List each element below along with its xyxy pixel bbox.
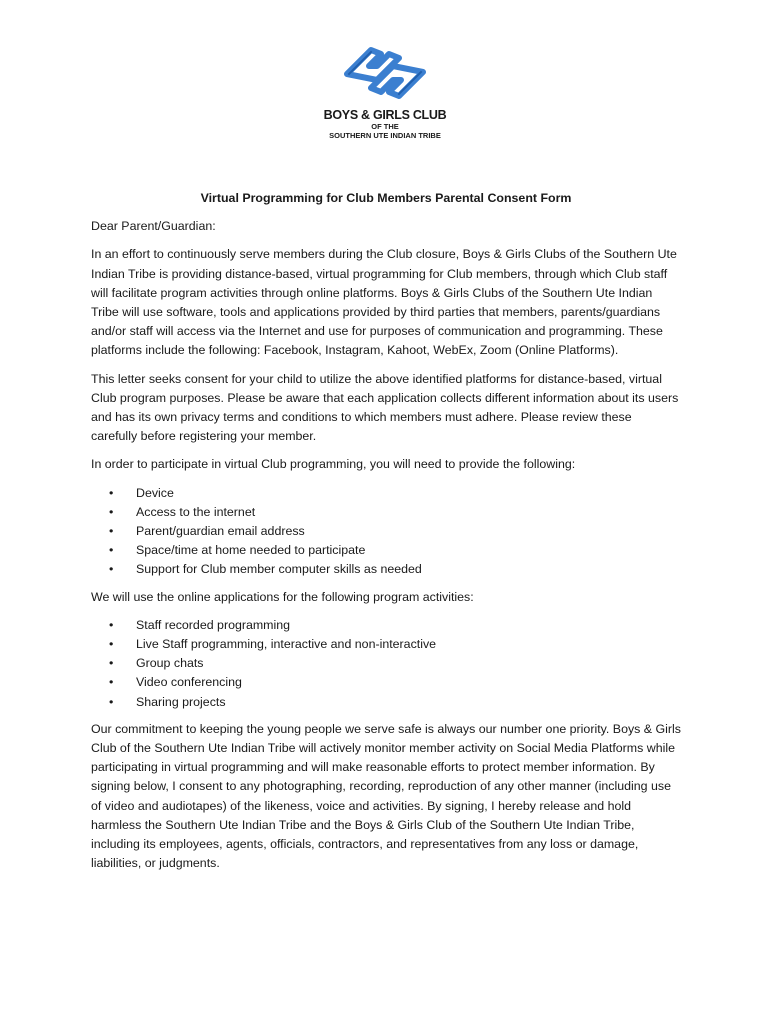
list-item: • Live Staff programming, interactive and non-interactive [136, 635, 681, 654]
list-item: • Group chats [136, 654, 681, 673]
paragraph-activities: We will use the online applications for the following program activities: [91, 589, 474, 604]
bullet-icon: • [109, 675, 114, 690]
list-item: • Device [136, 484, 681, 503]
bullet-icon: • [109, 504, 114, 519]
bullet-icon: • [109, 617, 114, 632]
requirements-list [91, 484, 681, 580]
bullet-icon: • [109, 524, 114, 539]
bullet-icon: • [109, 637, 114, 652]
bullet-icon: • [109, 694, 114, 709]
paragraph-consent: This letter seeks consent for your child to utilize the above identified platforms for distance-based, virtual Club program purposes. Please be aware that each application collects different information about its users and has its own privacy terms and conditions to which members must adhere. Please review these carefully before registering your member. [91, 371, 679, 444]
paragraph-commitment: Our commitment to keeping the young people we serve safe is always our number one priority. Boys & Girls Club of the Southern Ute Indian Tribe will actively monitor member activity on Social Media Platforms while participating in virtual programming and will make reasonable efforts to protect member information. By signing below, I consent to any photographing, recording, reproduction of any other manner (including use of video and audiotapes) of the likeness, voice and activities. By signing, I hereby release and hold harmless the Southern Ute Indian Tribe and the Boys & Girls Club of the Southern Ute Indian Tribe, including its employees, agents, officials, contractors, and representatives from any loss or damage, liabilities, or judgments. [91, 721, 681, 871]
bullet-icon: • [109, 562, 114, 577]
list-item: • Staff recorded programming [136, 616, 681, 635]
activities-list [91, 616, 681, 712]
club-logo [0, 40, 770, 140]
logo-title: BOYS & GIRLS CLUB [323, 108, 447, 122]
interlocking-hands-icon [341, 40, 429, 106]
bullet-icon: • [109, 485, 114, 500]
list-item: • Parent/guardian email address [136, 522, 681, 541]
logo-subtitle-of-the: OF THE [371, 122, 399, 131]
letter-body [91, 189, 681, 883]
document-title: Virtual Programming for Club Members Parental Consent Form [200, 191, 572, 205]
paragraph-intro: In an effort to continuously serve members during the Club closure, Boys & Girls Clubs of the Southern Ute Indian Tribe is providing distance-based, virtual programming for Club members, through which Club staff will facilitate program activities through online platforms. Boys & Girls Clubs of the Southern Ute Indian Tribe will use software, tools and applications provided by third parties that members, parents/guardians and/or staff will access via the Internet and use for purposes of communication and programming. These platforms include the following: Facebook, Instagram, Kahoot, WebEx, Zoom (Online Platforms). [91, 247, 677, 358]
list-item: • Video conferencing [136, 673, 681, 692]
list-item: • Space/time at home needed to participate [136, 541, 681, 560]
list-item: • Access to the internet [136, 503, 681, 522]
bullet-icon: • [109, 656, 114, 671]
list-item: • Support for Club member computer skills as needed [136, 560, 681, 579]
salutation: Dear Parent/Guardian: [91, 219, 216, 234]
paragraph-requirements: In order to participate in virtual Club programming, you will need to provide the following: [91, 457, 576, 472]
bullet-icon: • [109, 543, 114, 558]
list-item: • Sharing projects [136, 693, 681, 712]
logo-subtitle-tribe: SOUTHERN UTE INDIAN TRIBE [329, 131, 441, 140]
